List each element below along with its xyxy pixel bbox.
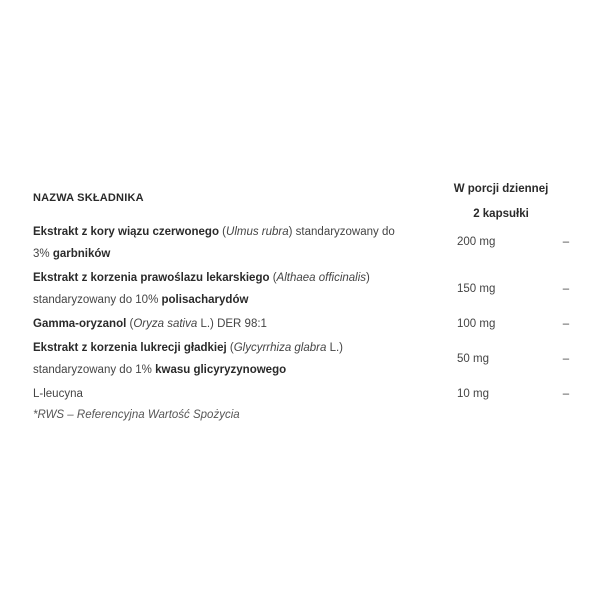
ingredient-latin-name: Ulmus rubra: [226, 226, 289, 238]
ingredient-text: standaryzowany do 10%: [33, 294, 162, 306]
ingredient-text: (: [126, 318, 134, 330]
ingredient-name: L-leucyna: [33, 388, 83, 400]
rws-footnote: *RWS – Referencyjna Wartość Spożycia: [33, 409, 240, 421]
ingredient-latin-name: Glycyrrhiza glabra: [233, 342, 327, 354]
ingredient-name-bold: Ekstrakt z korzenia prawoślazu lekarskiego: [33, 272, 270, 284]
ingredient-name-bold: garbników: [52, 248, 111, 260]
ingredient-rws: –: [562, 318, 570, 330]
ingredient-latin-name: Oryza sativa: [133, 318, 198, 330]
ingredient-name: [33, 221, 413, 265]
ingredient-text: (: [226, 342, 234, 354]
ingredient-name-header: NAZWA SKŁADNIKA: [33, 192, 144, 204]
ingredient-text: (: [218, 226, 227, 238]
ingredient-text: 3%: [33, 248, 53, 260]
ingredient-text: standaryzowany do 1%: [33, 364, 156, 376]
ingredient-text: (: [269, 272, 277, 284]
ingredient-rws: –: [562, 353, 570, 365]
ingredient-text: L.) DER 98:1: [197, 318, 267, 330]
ingredient-text: ): [366, 272, 370, 284]
ingredient-text: ) standaryzowany do: [288, 226, 395, 238]
ingredient-dose: 200 mg: [457, 236, 496, 248]
ingredient-name-bold: polisacharydów: [161, 294, 249, 306]
ingredient-rws: –: [562, 236, 570, 248]
ingredient-name: [33, 267, 413, 311]
ingredient-name-bold: kwasu glicyryzynowego: [155, 364, 287, 376]
ingredient-name-bold: Gamma-oryzanol: [33, 318, 127, 330]
ingredient-name-bold: Ekstrakt z kory wiązu czerwonego: [33, 226, 219, 238]
ingredient-name: [33, 313, 413, 335]
ingredient-latin-name: Althaea officinalis: [276, 272, 367, 284]
ingredient-text: L.): [326, 342, 343, 354]
daily-dose-header-line1: W porcji dziennej: [453, 183, 549, 195]
daily-dose-header-line2: 2 kapsułki: [473, 208, 529, 220]
ingredient-name: [33, 337, 413, 381]
ingredients-table: [33, 0, 578, 600]
daily-dose-header: [451, 177, 551, 227]
ingredient-dose: 50 mg: [457, 353, 489, 365]
ingredient-dose: 100 mg: [457, 318, 496, 330]
ingredient-rws: –: [562, 388, 570, 400]
ingredient-rws: –: [562, 283, 570, 295]
ingredient-dose: 150 mg: [457, 283, 496, 295]
ingredient-dose: 10 mg: [457, 388, 489, 400]
ingredient-name-bold: Ekstrakt z korzenia lukrecji gładkiej: [33, 342, 227, 354]
